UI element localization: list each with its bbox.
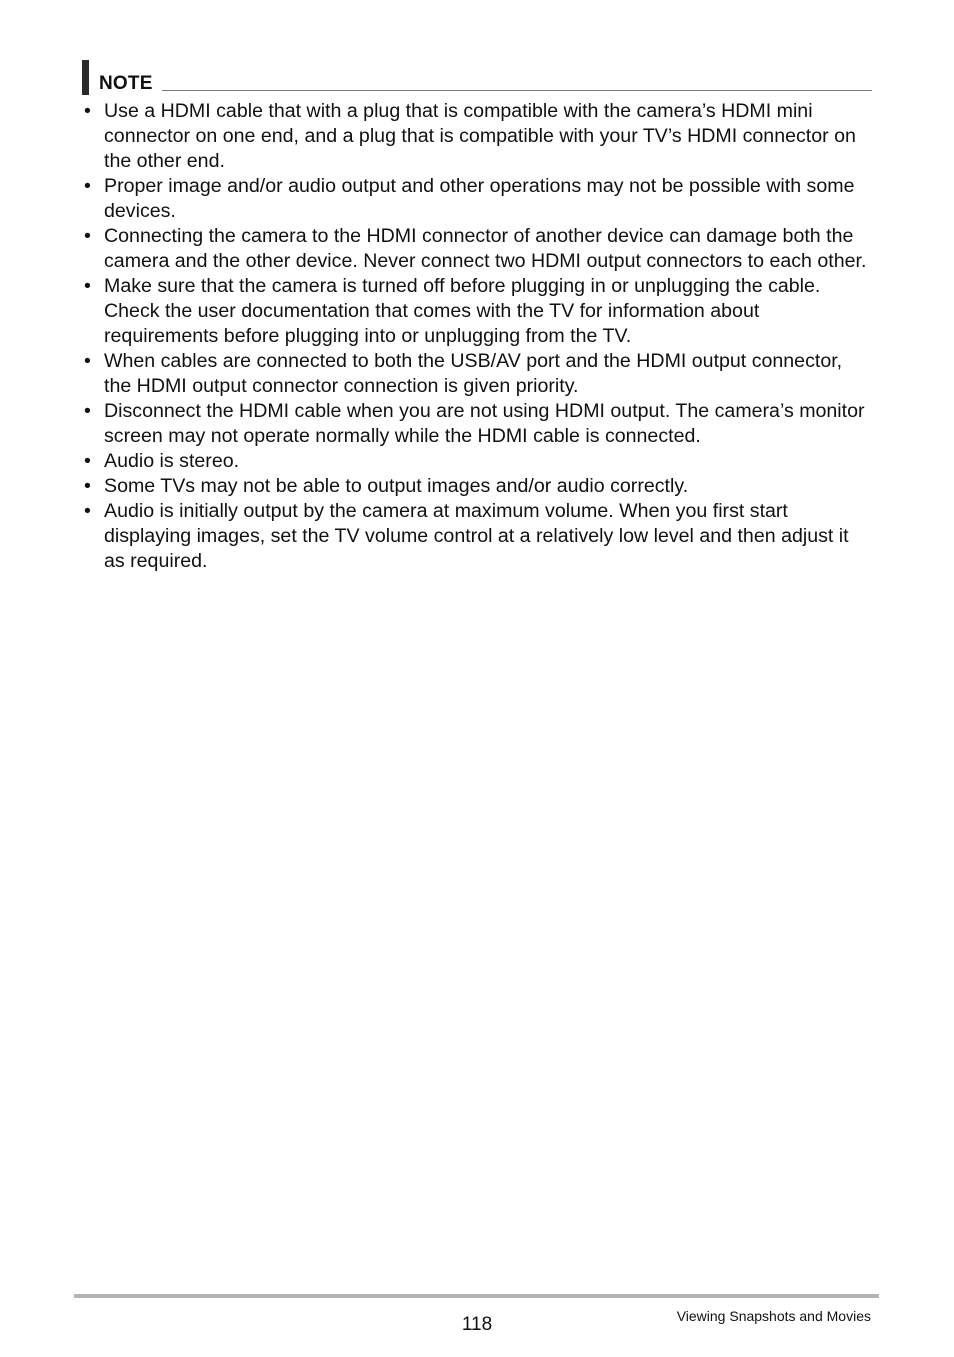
section-title: Viewing Snapshots and Movies	[676, 1308, 871, 1324]
bullet-icon: •	[84, 500, 91, 522]
note-item-3	[84, 224, 874, 274]
note-item-text: Proper image and/or audio output and other operations may not be possible with some devices.	[104, 175, 855, 222]
note-bullet-list	[84, 99, 874, 574]
note-item-text: Disconnect the HDMI cable when you are not using HDMI output. The camera’s monitor screen may not operate normally while the HDMI cable is connected.	[104, 400, 865, 447]
note-item-9	[84, 499, 874, 574]
bullet-icon: •	[84, 275, 91, 297]
note-item-8	[84, 474, 874, 499]
note-item-4	[84, 274, 874, 349]
page-number: 118	[461, 1314, 493, 1335]
note-divider	[162, 90, 872, 91]
footer-divider	[74, 1294, 879, 1298]
note-item-text: When cables are connected to both the USB/AV port and the HDMI output connector, the HDMI output connector connection is given priority.	[104, 350, 843, 397]
note-marker-bar	[82, 60, 89, 95]
note-item-7	[84, 449, 874, 474]
bullet-icon: •	[84, 400, 91, 422]
bullet-icon: •	[84, 475, 91, 497]
note-item-text: Use a HDMI cable that with a plug that is compatible with the camera’s HDMI mini connector on one end, and a plug that is compatible with your TV’s HDMI connector on the other end.	[104, 100, 856, 172]
note-heading: NOTE	[99, 73, 153, 94]
note-item-6	[84, 399, 874, 449]
note-header	[82, 60, 872, 96]
note-item-5	[84, 349, 874, 399]
bullet-icon: •	[84, 175, 91, 197]
note-item-1	[84, 99, 874, 174]
note-item-text: Make sure that the camera is turned off before plugging in or unplugging the cable. Check the user documentation that comes with the TV for information about requirements before plugging into or unplugging from the TV.	[104, 275, 821, 347]
bullet-icon: •	[84, 225, 91, 247]
note-item-text: Some TVs may not be able to output images and/or audio correctly.	[104, 475, 689, 497]
note-item-2	[84, 174, 874, 224]
note-item-text: Connecting the camera to the HDMI connector of another device can damage both the camera and the other device. Never connect two HDMI output connectors to each other.	[104, 225, 867, 272]
note-item-text: Audio is initially output by the camera at maximum volume. When you first start displaying images, set the TV volume control at a relatively low level and then adjust it as required.	[104, 500, 849, 572]
bullet-icon: •	[84, 450, 91, 472]
bullet-icon: •	[84, 350, 91, 372]
bullet-icon: •	[84, 100, 91, 122]
note-item-text: Audio is stereo.	[104, 450, 240, 472]
